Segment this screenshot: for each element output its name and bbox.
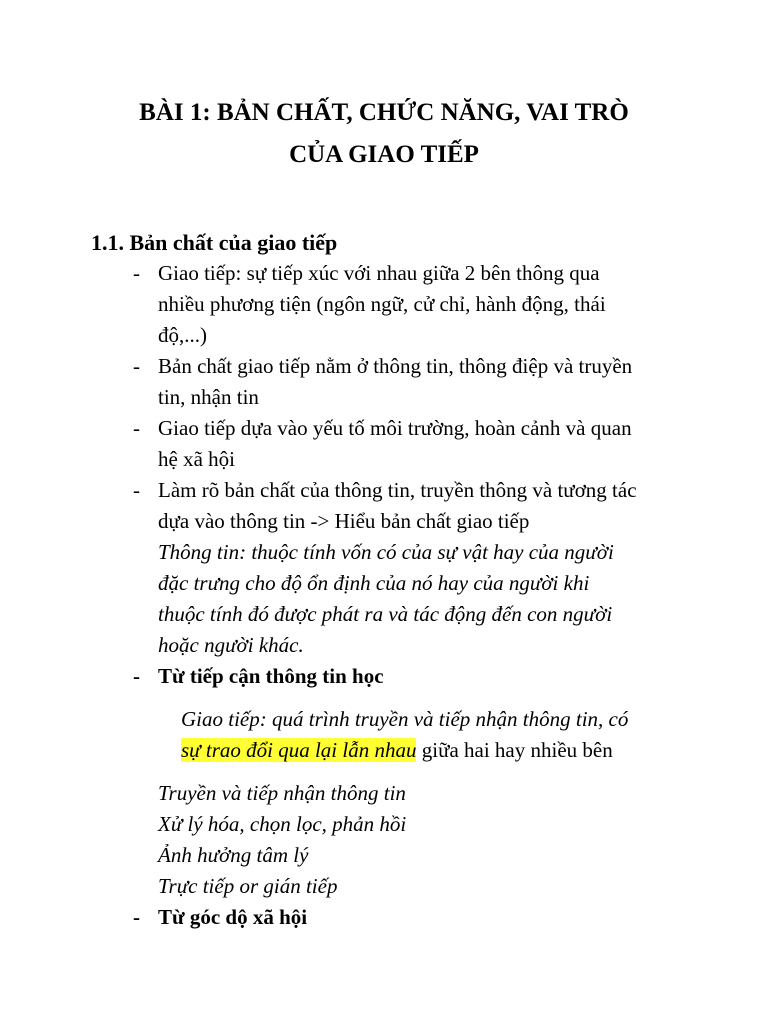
quote-tail: giữa hai hay nhiều bên bbox=[416, 738, 613, 762]
bullet-line: độ,...) bbox=[158, 323, 207, 347]
bullet-dash: - bbox=[133, 478, 140, 502]
definition-note bbox=[0, 537, 768, 661]
title-line-2: CỦA GIAO TIẾP bbox=[289, 141, 479, 168]
bullet-line: Làm rõ bản chất của thông tin, truyền thông và tương tác bbox=[158, 478, 637, 502]
bullet-item bbox=[0, 475, 688, 537]
definition-quote bbox=[0, 704, 768, 766]
title-line-1: BÀI 1: BẢN CHẤT, CHỨC NĂNG, VAI TRÒ bbox=[139, 99, 629, 126]
bullet-line: Bản chất giao tiếp nằm ở thông tin, thông điệp và truyền bbox=[158, 354, 633, 378]
section-heading: 1.1. Bản chất của giao tiếp bbox=[91, 230, 338, 255]
note-line: thuộc tính đó được phát ra và tác động đến con người bbox=[158, 602, 613, 626]
note-line: Thông tin: thuộc tính vốn có của sự vật hay của người bbox=[158, 540, 614, 564]
bullet-dash: - bbox=[133, 354, 140, 378]
bullet-item bbox=[0, 258, 688, 351]
quote-line: Giao tiếp: quá trình truyền và tiếp nhận thông tin, có bbox=[181, 707, 629, 731]
bullet-line: nhiều phương tiện (ngôn ngữ, cử chỉ, hành động, thái bbox=[158, 292, 606, 316]
subheading-information-approach bbox=[0, 661, 688, 692]
italic-point: Truyền và tiếp nhận thông tin bbox=[158, 781, 406, 805]
subheading-social-perspective bbox=[0, 902, 688, 933]
bullet-item bbox=[0, 351, 688, 413]
bullet-line: Giao tiếp dựa vào yếu tố môi trường, hoàn cảnh và quan bbox=[158, 416, 632, 440]
bullet-dash: - bbox=[133, 261, 140, 285]
quote-line bbox=[181, 735, 768, 766]
bullet-line: tin, nhận tin bbox=[158, 385, 259, 409]
subheading-text: Từ tiếp cận thông tin học bbox=[158, 664, 384, 688]
subheading-text: Từ góc dộ xã hội bbox=[158, 905, 308, 929]
highlighted-phrase: sự trao đổi qua lại lẫn nhau bbox=[181, 738, 417, 762]
italic-points bbox=[0, 778, 768, 902]
note-line: đặc trưng cho độ ổn định của nó hay của người khi bbox=[158, 571, 590, 595]
bullet-dash: - bbox=[133, 664, 140, 688]
bullet-line: dựa vào thông tin -> Hiểu bản chất giao tiếp bbox=[158, 509, 530, 533]
italic-point: Trực tiếp or gián tiếp bbox=[158, 874, 338, 898]
bullet-dash: - bbox=[133, 905, 140, 929]
bullet-line: hệ xã hội bbox=[158, 447, 235, 471]
note-line: hoặc người khác. bbox=[158, 633, 304, 657]
bullet-item bbox=[0, 413, 688, 475]
page-title bbox=[0, 92, 768, 176]
italic-point: Ảnh hưởng tâm lý bbox=[158, 843, 309, 867]
bullet-line: Giao tiếp: sự tiếp xúc với nhau giữa 2 bên thông qua bbox=[158, 261, 600, 285]
document-body bbox=[0, 258, 768, 933]
italic-point: Xử lý hóa, chọn lọc, phản hồi bbox=[158, 812, 407, 836]
bullet-dash: - bbox=[133, 416, 140, 440]
